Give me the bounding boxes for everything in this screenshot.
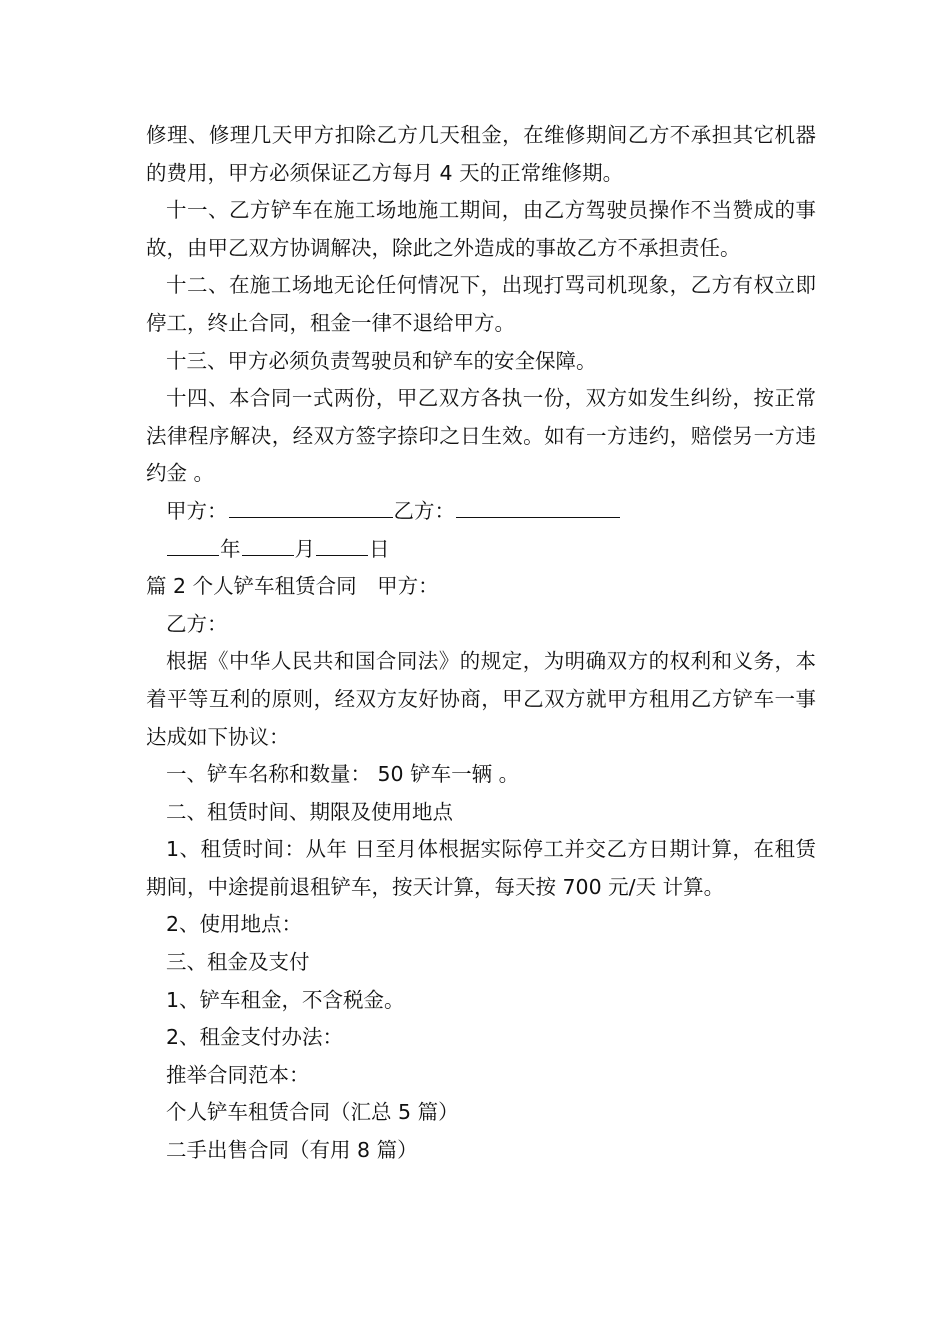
paragraph-clause-11: 十一、乙方铲车在施工场地施工期间，由乙方驾驶员操作不当赞成的事故，由甲乙双方协调解决，除此之外造成的事故乙方不承担责任。 bbox=[146, 198, 816, 260]
paragraph-location: 2、使用地点： bbox=[166, 912, 303, 937]
document-body bbox=[146, 117, 816, 1170]
paragraph-item-3: 三、租金及支付 bbox=[166, 950, 310, 975]
month-label: 月 bbox=[294, 536, 315, 561]
party-b-line: 乙方： bbox=[166, 611, 228, 636]
party-b-label: 乙方： bbox=[393, 498, 455, 523]
day-label: 日 bbox=[369, 536, 390, 561]
paragraph-maintenance: 修理、修理几天甲方扣除乙方几天租金，在维修期间乙方不承担其它机器的费用，甲方必须保证乙方每月 4 天的正常维修期。 bbox=[146, 123, 816, 185]
year-blank bbox=[167, 533, 219, 556]
paragraph-item-1: 一、铲车名称和数量： 50 铲车一辆 。 bbox=[166, 762, 520, 787]
paragraph-clause-12: 十二、在施工场地无论任何情况下，出现打骂司机现象，乙方有权立即停工，终止合同，租金一律不退给甲方。 bbox=[146, 273, 816, 335]
party-a-blank bbox=[229, 495, 393, 518]
recommend-link-2: 二手出售合同（有用 8 篇） bbox=[166, 1138, 418, 1163]
paragraph-clause-14: 十四、本合同一式两份，甲乙双方各执一份，双方如发生纠纷，按正常法律程序解决，经双方签字捺印之日生效。如有一方违约，赔偿另一方违约金 。 bbox=[146, 386, 816, 486]
party-b-blank bbox=[456, 495, 620, 518]
section-heading-2: 篇 2 个人铲车租赁合同 甲方： bbox=[146, 574, 439, 599]
recommend-link-1: 个人铲车租赁合同（汇总 5 篇） bbox=[166, 1100, 459, 1125]
party-a-label: 甲方： bbox=[166, 498, 228, 523]
paragraph-preamble: 根据《中华人民共和国合同法》的规定，为明确双方的权利和义务，本着平等互利的原则，经双方友好协商，甲乙双方就甲方租用乙方铲车一事达成如下协议： bbox=[146, 649, 816, 749]
recommend-heading: 推举合同范本： bbox=[166, 1062, 310, 1087]
month-blank bbox=[242, 533, 294, 556]
paragraph-payment: 2、租金支付办法： bbox=[166, 1025, 344, 1050]
year-label: 年 bbox=[220, 536, 241, 561]
paragraph-rental-time: 1、租赁时间：从年 日至月体根据实际停工并交乙方日期计算，在租赁期间，中途提前退租铲车，按天计算，每天按 700 元/天 计算。 bbox=[146, 837, 816, 899]
paragraph-clause-13: 十三、甲方必须负责驾驶员和铲车的安全保障。 bbox=[166, 348, 597, 373]
date-row bbox=[146, 531, 816, 569]
signature-row bbox=[146, 493, 816, 531]
paragraph-rent: 1、铲车租金，不含税金。 bbox=[166, 987, 405, 1012]
day-blank bbox=[316, 533, 368, 556]
paragraph-item-2: 二、租赁时间、期限及使用地点 bbox=[166, 799, 453, 824]
